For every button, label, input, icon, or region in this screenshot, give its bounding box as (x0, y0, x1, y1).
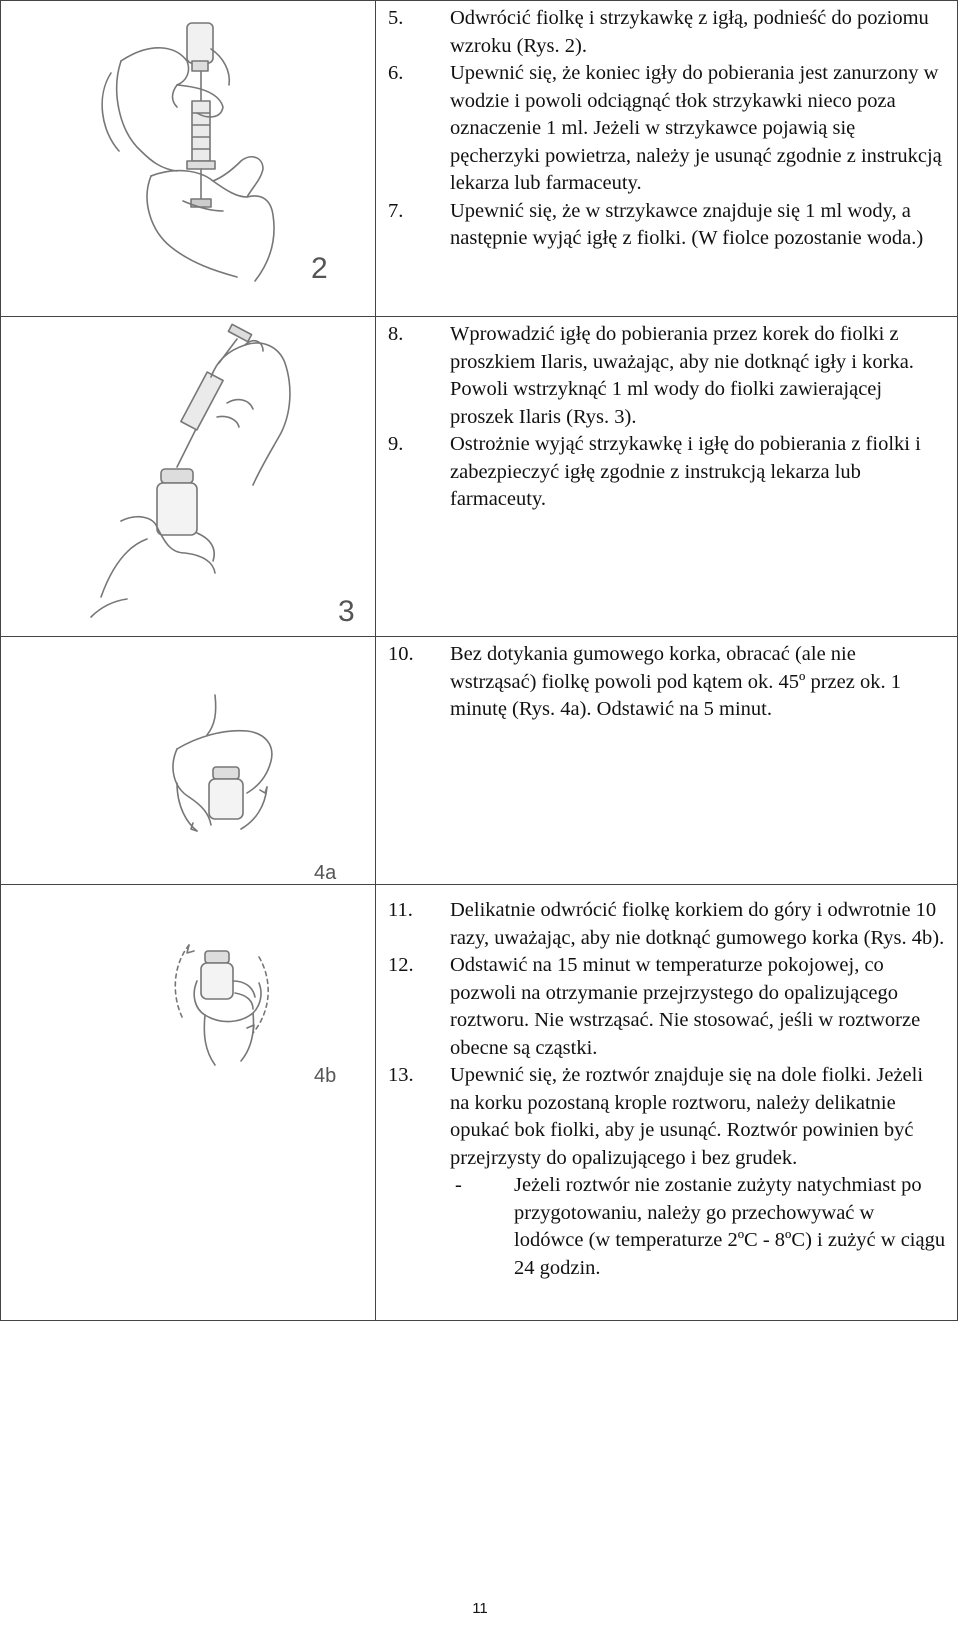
storage-note (450, 1172, 947, 1282)
step-number: 13. (388, 1064, 414, 1086)
step-text: Delikatnie odwrócić fiolkę korkiem do góry i odwrotnie 10 razy, uważając, aby nie dotknąć gumowego korka (Rys. 4b). (450, 899, 945, 949)
step-number: 8. (388, 323, 404, 345)
figure-4a-cell (1, 637, 376, 885)
figure-3-cell (1, 317, 376, 637)
step-12 (388, 952, 947, 1062)
step-10-cell (376, 637, 958, 885)
step-number: 6. (388, 62, 404, 84)
step-number: 9. (388, 433, 404, 455)
step-5 (388, 5, 947, 60)
steps-11-13-cell (376, 885, 958, 1321)
steps-5-7-cell (376, 1, 958, 317)
figure-4b-cell (1, 885, 376, 1321)
step-number: 10. (388, 643, 414, 665)
step-text: Upewnić się, że w strzykawce znajduje się 1 ml wody, a następnie wyjąć igłę z fiolki. (W fiolce pozostanie woda.) (450, 199, 924, 249)
step-number: 11. (388, 899, 413, 921)
steps-8-9-cell (376, 317, 958, 637)
step-text: Ostrożnie wyjąć strzykawkę i igłę do pobierania z fiolki i zabezpieczyć igłę zgodnie z instrukcją lekarza lub farmaceuty. (450, 433, 921, 510)
step-number: 5. (388, 7, 404, 29)
step-text: Odstawić na 15 minut w temperaturze pokojowej, co pozwoli na otrzymanie przejrzystego do opalizującego roztworu. Nie wstrząsać. Nie stosować, jeśli w roztworze obecne są cząstki. (450, 954, 921, 1059)
step-number: 12. (388, 954, 414, 976)
table-row (1, 637, 958, 885)
table-row (1, 1, 958, 317)
step-6 (388, 60, 947, 198)
bullet-dash: - (455, 1174, 462, 1196)
figure-4b-illustration (1, 885, 376, 1321)
table-row (1, 885, 958, 1321)
step-text: Upewnić się, że koniec igły do pobierania jest zanurzony w wodzie i powoli odciągnąć tłok strzykawki nieco poza oznaczenie 1 ml. Jeżeli w strzykawce pojawią się pęcherzyki powietrza, należy je usunąć zgodnie z instrukcją lekarza lub farmaceuty. (450, 62, 942, 194)
step-text: Upewnić się, że roztwór znajduje się na dole fiolki. Jeżeli na korku pozostaną krople roztworu, należy delikatnie opukać bok fiolki, aby je usunąć. Roztwór powinien być przejrzysty do opalizującego i bez grudek. (450, 1064, 924, 1169)
figure-4b-label: 4b (314, 1065, 337, 1087)
bullet-text: Jeżeli roztwór nie zostanie zużyty natychmiast po przygotowaniu, należy go przechowywać w lodówce (w temperaturze 2ºC - 8ºC) i zużyć w ciągu 24 godzin. (514, 1174, 946, 1279)
step-text: Odwrócić fiolkę i strzykawkę z igłą, podnieść do poziomu wzroku (Rys. 2). (450, 7, 929, 57)
figure-2-cell (1, 1, 376, 317)
figure-3-illustration (1, 317, 376, 637)
step-7 (388, 198, 947, 253)
figure-4a-illustration (1, 637, 376, 885)
figure-4a-label: 4a (314, 862, 337, 884)
step-text: Wprowadzić igłę do pobierania przez korek do fiolki z proszkiem Ilaris, uważając, aby nie dotknąć igły i korka. Powoli wstrzyknąć 1 ml wody do fiolki zawierającej proszek Ilaris (Rys. 3). (450, 323, 914, 428)
figure-3-label: 3 (338, 595, 355, 628)
step-8 (388, 321, 947, 431)
step-9 (388, 431, 947, 514)
figure-2-label: 2 (311, 252, 328, 285)
step-text: Bez dotykania gumowego korka, obracać (ale nie wstrząsać) fiolkę powoli pod kątem ok. 45º przez ok. 1 minutę (Rys. 4a). Odstawić na 5 minut. (450, 643, 901, 720)
step-13 (388, 1062, 947, 1172)
table-row (1, 317, 958, 637)
page-number: 11 (472, 1600, 488, 1617)
step-11 (388, 897, 947, 952)
step-10 (388, 641, 947, 724)
step-number: 7. (388, 199, 404, 222)
